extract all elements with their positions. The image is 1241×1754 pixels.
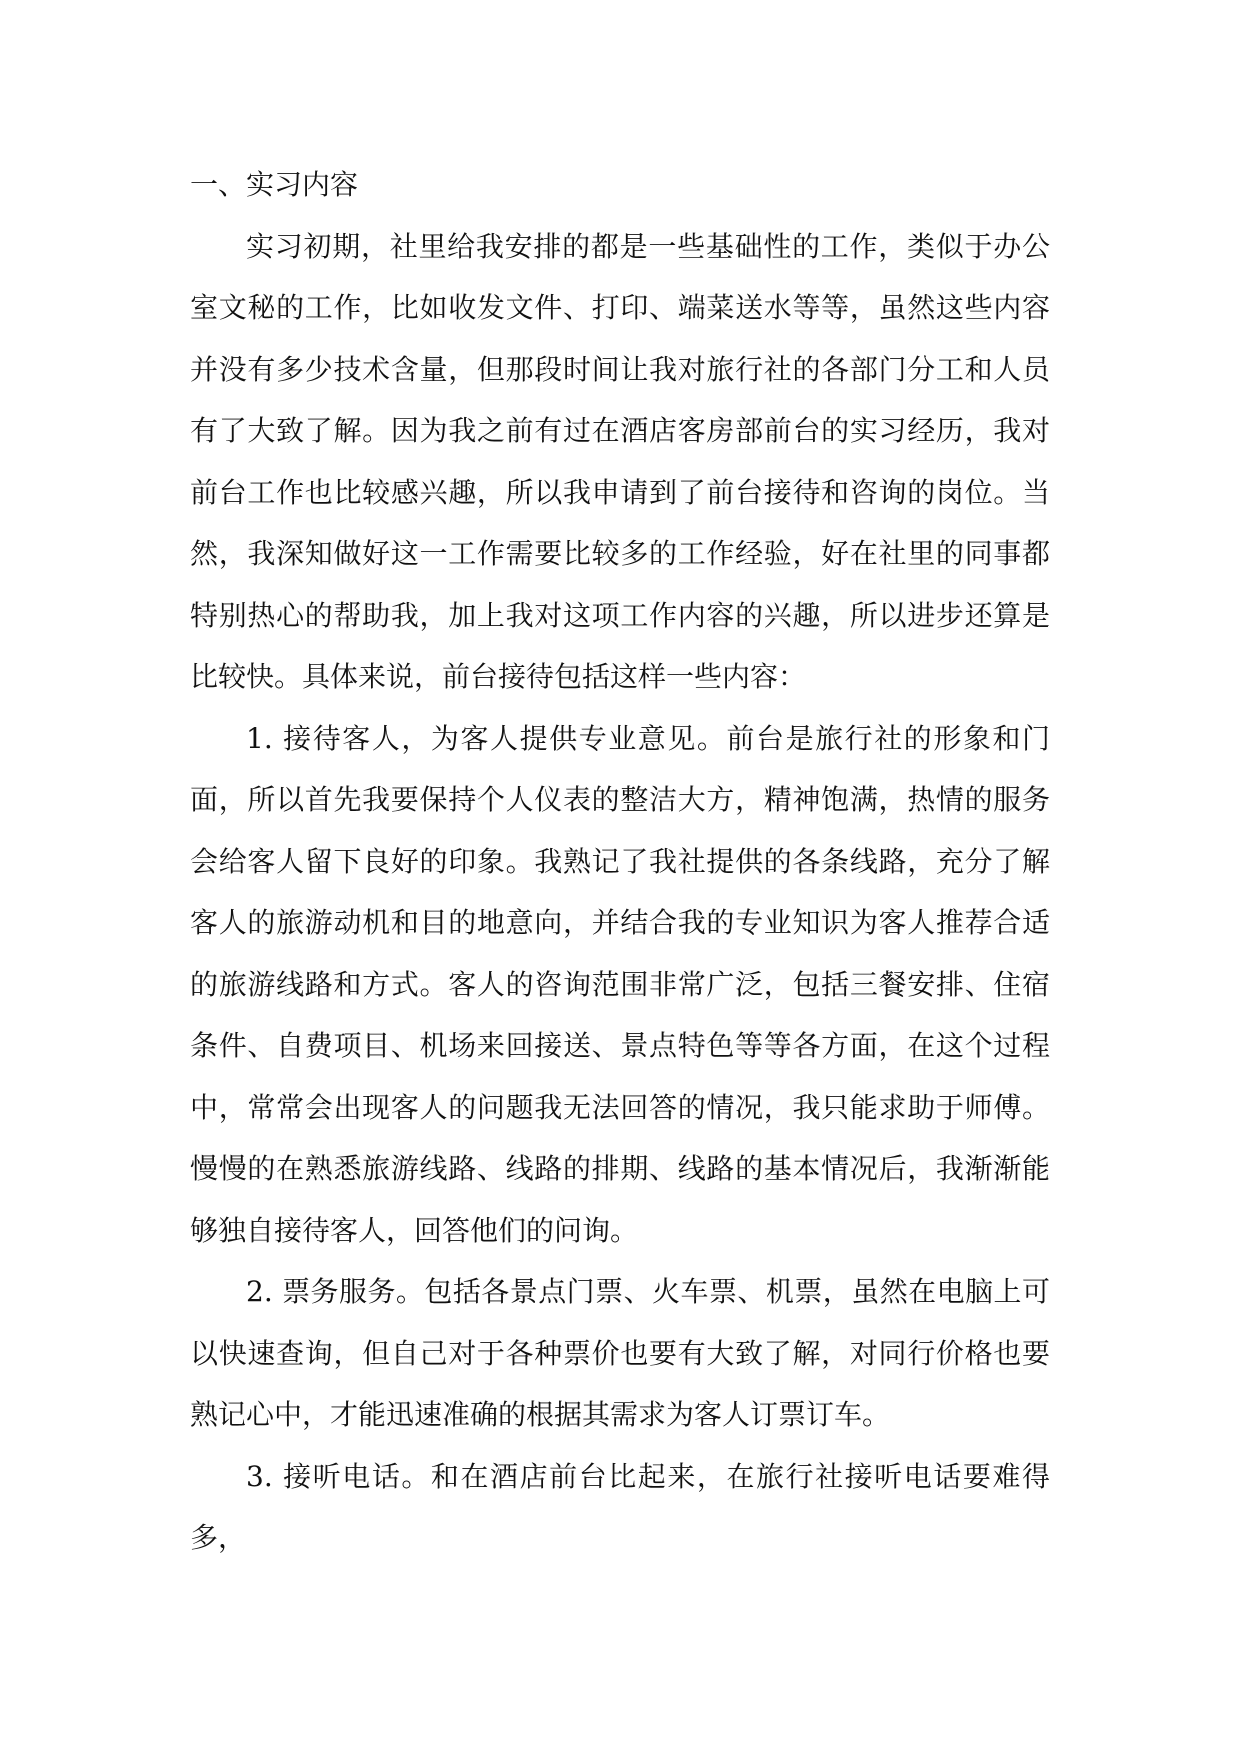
paragraph-item-1: 1. 接待客人，为客人提供专业意见。前台是旅行社的形象和门面，所以首先我要保持个人仪表的整洁大方，精神饱满，热情的服务会给客人留下良好的印象。我熟记了我社提供的各条线路，充分了解客人的旅游动机和目的地意向，并结合我的专业知识为客人推荐合适的旅游线路和方式。客人的咨询范围非常广泛，包括三餐安排、住宿条件、自费项目、机场来回接送、景点特色等等各方面，在这个过程中，常常会出现客人的问题我无法回答的情况，我只能求助于师傅。慢慢的在熟悉旅游线路、线路的排期、线路的基本情况后，我渐渐能够独自接待客人，回答他们的问询。: [190, 721, 1050, 1247]
section-heading: 一、实习内容: [190, 168, 359, 201]
document-body: [190, 154, 1050, 1569]
paragraph-intro: 实习初期，社里给我安排的都是一些基础性的工作，类似于办公室文秘的工作，比如收发文件、打印、端菜送水等等，虽然这些内容并没有多少技术含量，但那段时间让我对旅行社的各部门分工和人员有了大致了解。因为我之前有过在酒店客房部前台的实习经历，我对前台工作也比较感兴趣，所以我申请到了前台接待和咨询的岗位。当然，我深知做好这一工作需要比较多的工作经验，好在社里的同事都特别热心的帮助我，加上我对这项工作内容的兴趣，所以进步还算是比较快。具体来说，前台接待包括这样一些内容：: [190, 229, 1050, 693]
paragraph-item-2: 2. 票务服务。包括各景点门票、火车票、机票，虽然在电脑上可以快速查询，但自己对于各种票价也要有大致了解，对同行价格也要熟记心中，才能迅速准确的根据其需求为客人订票订车。: [190, 1275, 1050, 1431]
paragraph-item-3: 3. 接听电话。和在酒店前台比起来，在旅行社接听电话要难得多，: [190, 1459, 1050, 1554]
